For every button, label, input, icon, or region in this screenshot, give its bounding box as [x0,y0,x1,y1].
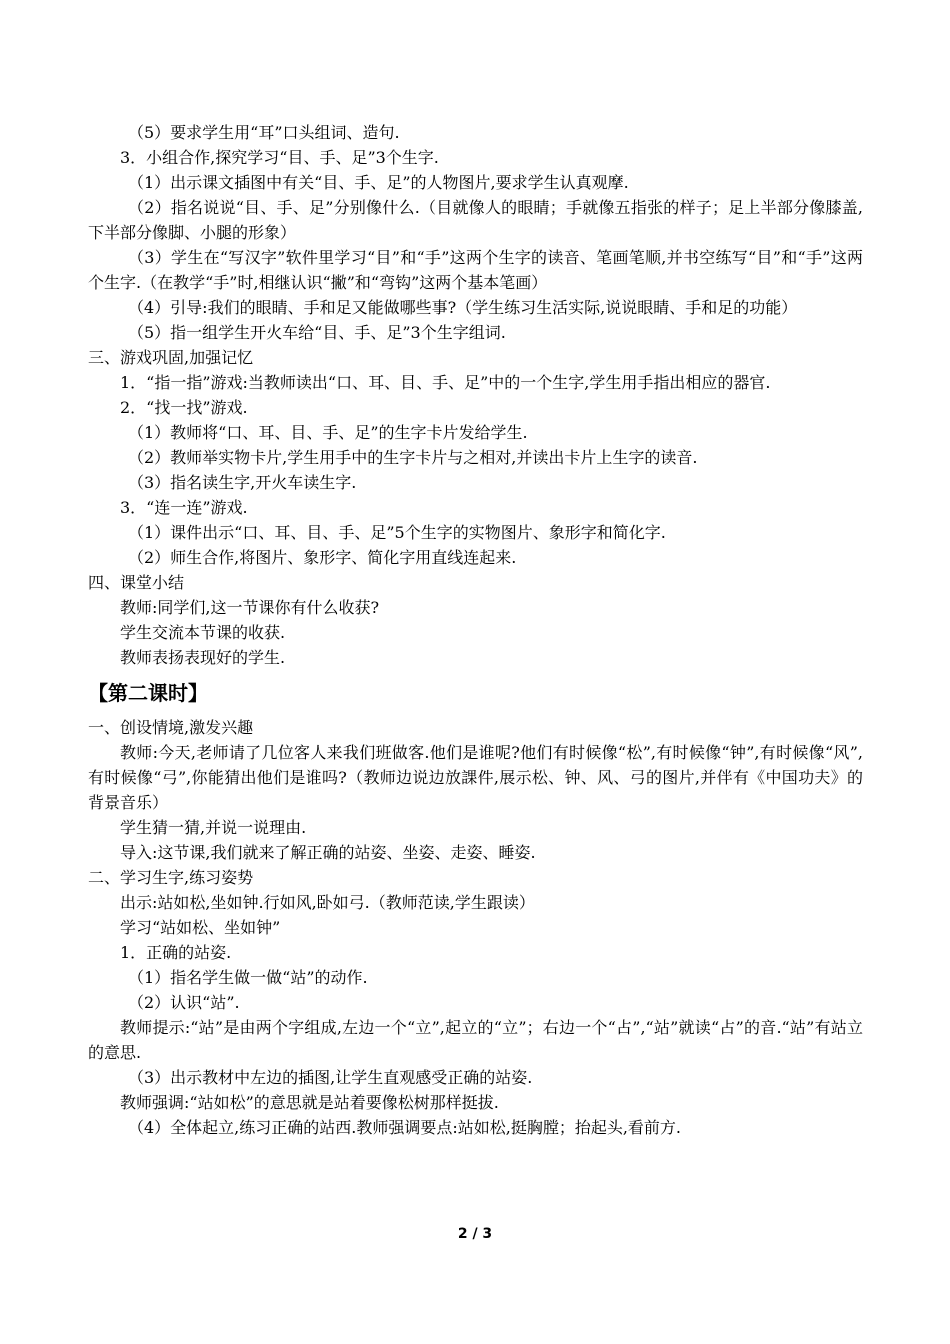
text-line: 学生猜一猜,并说一说理由. [120,818,307,837]
text-paragraph: （3）学生在“写汉字”软件里学习“目”和“手”这两个生字的读音、笔画笔顺,并书空练写“目”和“手”这两个生字.（在教学“手”时,相继认识“撇”和“弯钩”这两个基本笔画） [88,248,863,292]
text-line: 1．正确的站姿. [120,943,232,962]
text-line: 导入:这节课,我们就来了解正确的站姿、坐姿、走姿、睡姿. [120,843,536,862]
text-line: 教师:同学们,这一节课你有什么收获? [120,598,380,617]
text-line: （1）出示课文插图中有关“目、手、足”的人物图片,要求学生认真观摩. [128,173,629,192]
text-paragraph: （4）引导:我们的眼睛、手和足又能做哪些事?（学生练习生活实际,说说眼睛、手和足的功能） [128,298,798,317]
lesson-heading: 【第二课时】 [88,681,208,705]
text-line: （4）全体起立,练习正确的站西.教师强调要点:站如松,挺胸膛；抬起头,看前方. [128,1118,682,1137]
text-line: 2．“找一找”游戏. [120,398,248,417]
text-line: （1）指名学生做一做“站”的动作. [128,968,368,987]
text-line: 学生交流本节课的收获. [120,623,286,642]
text-line: （2）教师举实物卡片,学生用手中的生字卡片与之相对,并读出卡片上生字的读音. [128,448,698,467]
text-paragraph: 教师:今天,老师请了几位客人来我们班做客.他们是谁呢?他们有时候像“松”,有时候像“钟”,有时候像“风”,有时候像“弓”,你能猜出他们是谁吗?（教师边说边放課件,展示松、钟、风、弓的图片,并伴有《中国功夫》的背景音乐） [88,743,863,812]
section-heading: 二、学习生字,练习姿势 [88,868,254,887]
text-line: （5）指一组学生开火车给“目、手、足”3个生字组词. [128,323,506,342]
section-heading: 一、创设情境,激发兴趣 [88,718,254,737]
text-paragraph: 1．“指一指”游戏:当教师读出“口、耳、目、手、足”中的一个生字,学生用手指出相应的器官. [120,373,771,392]
section-heading: 三、游戏巩固,加强记忆 [88,348,254,367]
text-paragraph: （2）指名说说“目、手、足”分别像什么.（目就像人的眼睛；手就像五指张的样子；足上半部分像膝盖,下半部分像脚、小腿的形象） [88,198,863,242]
text-line: 3．“连一连”游戏. [120,498,248,517]
text-line: 教师强调:“站如松”的意思就是站着要像松树那样挺拔. [120,1093,499,1112]
text-line: （1）课件出示“口、耳、目、手、足”5个生字的实物图片、象形字和简化字. [128,523,666,542]
text-line: （1）教师将“口、耳、目、手、足”的生字卡片发给学生. [128,423,528,442]
text-line: （2）师生合作,将图片、象形字、简化字用直线连起来. [128,548,517,567]
text-paragraph: 教师提示:“站”是由两个字组成,左边一个“立”,起立的“立”；右边一个“占”,“站”就读“占”的音.“站”有站立的意思. [88,1018,863,1062]
text-line: （5）要求学生用“耳”口头组词、造句. [128,123,400,142]
page-number: 2 / 3 [457,1226,493,1242]
text-line: （3）出示教材中左边的插图,让学生直观感受正确的站姿. [128,1068,533,1087]
section-heading: 四、课堂小结 [88,573,185,592]
document-body [88,120,863,1140]
text-line: 出示:站如松,坐如钟.行如风,卧如弓.（教师范读,学生跟读） [120,893,535,912]
text-line: （2）认识“站”. [128,993,240,1012]
text-line: （3）指名读生字,开火车读生字. [128,473,357,492]
text-line: 教师表扬表现好的学生. [120,648,286,667]
text-line: 学习“站如松、坐如钟” [120,918,281,937]
text-line: 3．小组合作,探究学习“目、手、足”3个生字. [120,148,439,167]
